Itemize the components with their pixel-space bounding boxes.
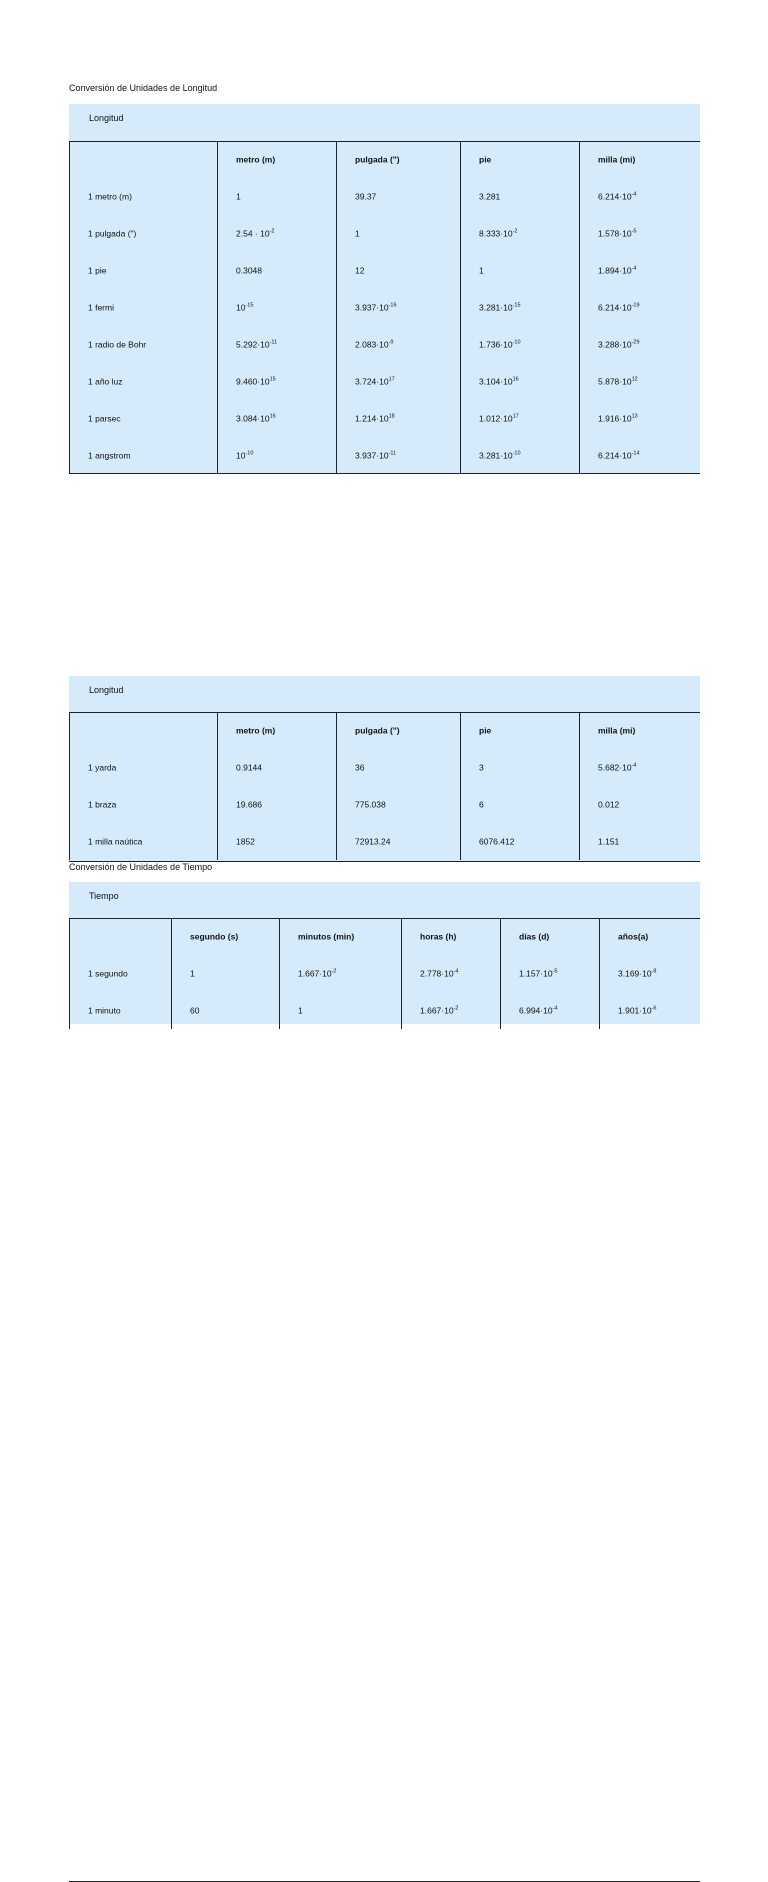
cell-text: $1.667\cdot 10^{-2}$ xyxy=(298,968,337,978)
row-label xyxy=(69,400,217,437)
cell-text: $3.281\cdot 10^{-10}$ xyxy=(479,450,521,460)
table-cell xyxy=(460,749,579,786)
cell-text: 1 milla naútica xyxy=(88,836,143,846)
cell-text: pie xyxy=(479,725,492,735)
cell-text: $3.084\cdot 10^{16}$ xyxy=(236,413,276,423)
table-cell xyxy=(460,178,579,215)
length-table-2 xyxy=(69,676,700,862)
column-header xyxy=(460,141,579,178)
table-row xyxy=(69,786,700,823)
column-header xyxy=(171,918,279,955)
cell-text: metro (m) xyxy=(236,154,276,164)
table-cell xyxy=(336,786,460,823)
cell-text: 36 xyxy=(355,762,365,772)
table-cell xyxy=(336,363,460,400)
table-cell xyxy=(579,252,700,289)
cell-text: años(a) xyxy=(618,931,649,941)
table-cell xyxy=(460,289,579,326)
cell-text: 1 xyxy=(190,968,195,978)
table-row xyxy=(69,823,700,860)
table-row xyxy=(69,178,700,215)
table-cell xyxy=(171,955,279,992)
cell-text: 1 xyxy=(355,228,360,238)
cell-text: pie xyxy=(479,154,492,164)
cell-text: $1.667\cdot 10^{-2}$ xyxy=(420,1005,459,1015)
table-header: Tiempo xyxy=(89,891,119,901)
table-row xyxy=(69,326,700,363)
table-cell xyxy=(279,992,401,1029)
table-row xyxy=(69,749,700,786)
cell-text: 1 braza xyxy=(88,799,117,809)
cell-text: pulgada (") xyxy=(355,725,400,735)
cell-text: 1 pie xyxy=(88,265,107,275)
cell-text: $6.214\cdot 10^{-4}$ xyxy=(598,191,637,201)
table-cell xyxy=(579,786,700,823)
time-table xyxy=(69,882,700,1024)
cell-text: milla (mi) xyxy=(598,154,636,164)
row-label xyxy=(69,992,171,1029)
cell-text: 1 xyxy=(298,1005,303,1015)
row-label xyxy=(69,437,217,474)
table-cell xyxy=(336,326,460,363)
cell-text: $1.916\cdot 10^{13}$ xyxy=(598,413,638,423)
row-label xyxy=(69,326,217,363)
table-cell xyxy=(460,326,579,363)
table-cell xyxy=(579,363,700,400)
table-cell xyxy=(336,400,460,437)
table-cell xyxy=(336,215,460,252)
table-cell xyxy=(279,955,401,992)
cell-text: 1.151 xyxy=(598,836,620,846)
table-cell xyxy=(336,823,460,860)
table-row xyxy=(69,215,700,252)
table-cell xyxy=(460,437,579,474)
table-cell xyxy=(460,252,579,289)
table-rule xyxy=(69,712,700,713)
cell-text: 6 xyxy=(479,799,484,809)
column-header xyxy=(579,712,700,749)
table-cell xyxy=(599,992,700,1029)
table-header-row xyxy=(69,918,700,955)
cell-text: 3.281 xyxy=(479,191,501,201)
cell-text: 0.9144 xyxy=(236,762,262,772)
table-cell xyxy=(217,178,336,215)
table-cell xyxy=(579,178,700,215)
column-header xyxy=(336,712,460,749)
table-header: Longitud xyxy=(89,685,124,695)
cell-text: 3 xyxy=(479,762,484,772)
table-cell xyxy=(336,289,460,326)
table-cell xyxy=(336,437,460,474)
column-header xyxy=(599,918,700,955)
cell-text: 1852 xyxy=(236,836,255,846)
cell-text: $2.54 \cdot 10^{-2}$ xyxy=(236,228,275,238)
table-cell xyxy=(579,437,700,474)
table-row xyxy=(69,363,700,400)
table-cell xyxy=(217,252,336,289)
cell-text: $1.214\cdot 10^{18}$ xyxy=(355,413,395,423)
column-header xyxy=(279,918,401,955)
cell-text: $3.937\cdot 10^{-16}$ xyxy=(355,302,397,312)
cell-text: $3.937\cdot 10^{-11}$ xyxy=(355,450,397,460)
cell-text: $10^{-15}$ xyxy=(236,302,254,312)
cell-text: $3.281\cdot 10^{-15}$ xyxy=(479,302,521,312)
table-header-row xyxy=(69,712,700,749)
column-header xyxy=(217,712,336,749)
cell-text: $5.292\cdot 10^{-11}$ xyxy=(236,339,278,349)
cell-text: $6.214\cdot 10^{-19}$ xyxy=(598,302,640,312)
cell-text: 1 parsec xyxy=(88,413,121,423)
cell-text: $1.901\cdot 10^{-6}$ xyxy=(618,1005,657,1015)
cell-text: $8.333\cdot 10^{-2}$ xyxy=(479,228,518,238)
cell-text: minutos (min) xyxy=(298,931,355,941)
table-cell xyxy=(579,326,700,363)
column-header xyxy=(500,918,599,955)
length-table-1 xyxy=(69,104,700,474)
table-row xyxy=(69,437,700,474)
cell-text: 1 xyxy=(479,265,484,275)
cell-text: 12 xyxy=(355,265,365,275)
row-label xyxy=(69,178,217,215)
table-row xyxy=(69,955,700,992)
cell-text: 39.37 xyxy=(355,191,377,201)
cell-text: $1.578\cdot 10^{-5}$ xyxy=(598,228,637,238)
cell-text: $3.288\cdot 10^{-29}$ xyxy=(598,339,640,349)
row-label xyxy=(69,289,217,326)
cell-text: $3.724\cdot 10^{17}$ xyxy=(355,376,395,386)
table-cell xyxy=(460,400,579,437)
table-cell xyxy=(217,215,336,252)
cell-text: 1 angstrom xyxy=(88,450,131,460)
table-cell xyxy=(217,289,336,326)
cell-text: $2.778\cdot 10^{-4}$ xyxy=(420,968,459,978)
table-cell xyxy=(336,178,460,215)
cell-text: 1 minuto xyxy=(88,1005,121,1015)
cell-text: $1.736\cdot 10^{-10}$ xyxy=(479,339,521,349)
column-header xyxy=(460,712,579,749)
cell-text: $10^{-10}$ xyxy=(236,450,254,460)
table-cell xyxy=(336,749,460,786)
cell-text: pulgada (") xyxy=(355,154,400,164)
cell-text: 1 radio de Bohr xyxy=(88,339,147,349)
cell-text: 60 xyxy=(190,1005,200,1015)
cell-text: 775.038 xyxy=(355,799,386,809)
table-cell xyxy=(217,363,336,400)
table-rule xyxy=(69,918,700,919)
cell-text: 1 segundo xyxy=(88,968,128,978)
cell-text: $1.157\cdot 10^{-5}$ xyxy=(519,968,558,978)
row-label xyxy=(69,823,217,860)
table-cell xyxy=(217,400,336,437)
cell-text: $1.894\cdot 10^{-4}$ xyxy=(598,265,637,275)
table-row xyxy=(69,992,700,1029)
row-label xyxy=(69,252,217,289)
table-cell xyxy=(336,252,460,289)
table-cell xyxy=(217,326,336,363)
row-label xyxy=(69,955,171,992)
column-header xyxy=(69,712,217,749)
table-cell xyxy=(401,955,500,992)
cell-text: horas (h) xyxy=(420,931,457,941)
table-cell xyxy=(460,786,579,823)
table-cell xyxy=(460,215,579,252)
table-cell xyxy=(500,955,599,992)
cell-text: 72913.24 xyxy=(355,836,391,846)
table-cell xyxy=(401,992,500,1029)
table-row xyxy=(69,289,700,326)
row-label xyxy=(69,786,217,823)
cell-text: 0.3048 xyxy=(236,265,262,275)
cell-text: $2.083\cdot 10^{-9}$ xyxy=(355,339,394,349)
table-cell xyxy=(599,955,700,992)
cell-text: 1 yarda xyxy=(88,762,117,772)
cell-text: $9.460\cdot 10^{15}$ xyxy=(236,376,276,386)
time-section-title: Conversión de Unidades de Tiempo xyxy=(69,862,213,872)
table-cell xyxy=(460,823,579,860)
cell-text: $5.682\cdot 10^{-4}$ xyxy=(598,762,637,772)
cell-text: 1 pulgada (") xyxy=(88,228,137,238)
cell-text: 1 metro (m) xyxy=(88,191,132,201)
cell-text: $6.214\cdot 10^{-14}$ xyxy=(598,450,640,460)
table-cell xyxy=(217,823,336,860)
table-cell xyxy=(217,437,336,474)
table-cell xyxy=(579,215,700,252)
cell-text: $3.104\cdot 10^{16}$ xyxy=(479,376,519,386)
row-label xyxy=(69,363,217,400)
column-header xyxy=(217,141,336,178)
cell-text: segundo (s) xyxy=(190,931,239,941)
table-cell xyxy=(579,289,700,326)
cell-text: $1.012\cdot 10^{17}$ xyxy=(479,413,519,423)
row-label xyxy=(69,749,217,786)
cell-text: metro (m) xyxy=(236,725,276,735)
table-rule xyxy=(69,473,700,474)
table-cell xyxy=(579,823,700,860)
cell-text: $3.169\cdot 10^{-8}$ xyxy=(618,968,657,978)
table-cell xyxy=(579,749,700,786)
cell-text: 0.012 xyxy=(598,799,620,809)
table-cell xyxy=(217,749,336,786)
column-header xyxy=(401,918,500,955)
cell-text: milla (mi) xyxy=(598,725,636,735)
column-header xyxy=(579,141,700,178)
column-header xyxy=(69,141,217,178)
table-row xyxy=(69,252,700,289)
cell-text: 19.686 xyxy=(236,799,262,809)
cell-text: $6.994\cdot 10^{-4}$ xyxy=(519,1005,558,1015)
table-cell xyxy=(579,400,700,437)
table-cell xyxy=(500,992,599,1029)
cell-text: 6076.412 xyxy=(479,836,515,846)
cell-text: $5.878\cdot 10^{12}$ xyxy=(598,376,638,386)
cell-text: 1 fermi xyxy=(88,302,114,312)
table-cell xyxy=(171,992,279,1029)
column-header xyxy=(336,141,460,178)
length-section-title: Conversión de Unidades de Longitud xyxy=(69,83,218,93)
cell-text: 1 xyxy=(236,191,241,201)
table-cell xyxy=(460,363,579,400)
table-cell xyxy=(217,786,336,823)
table-header-row xyxy=(69,141,700,178)
table-row xyxy=(69,400,700,437)
table-header: Longitud xyxy=(89,113,124,123)
row-label xyxy=(69,215,217,252)
cell-text: 1 año luz xyxy=(88,376,123,386)
table-rule xyxy=(69,141,700,142)
column-header xyxy=(69,918,171,955)
cell-text: días (d) xyxy=(519,931,550,941)
